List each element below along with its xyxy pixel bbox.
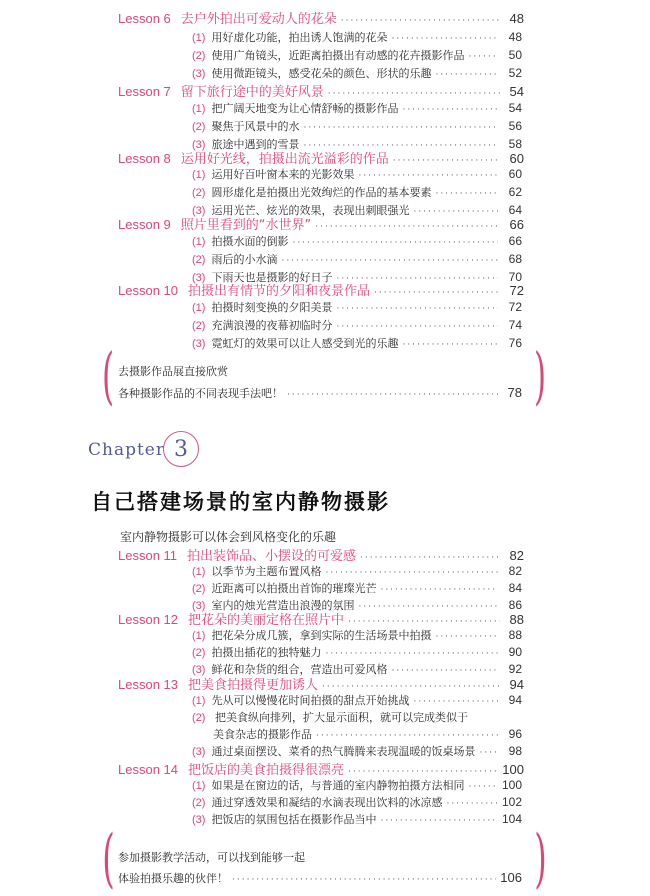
sub-text: 聚焦于风景中的水 (211, 120, 300, 133)
sub-index: (2) (192, 712, 206, 724)
page-number: 100 (502, 762, 524, 777)
sub-item[interactable] (192, 580, 522, 596)
lesson-title: 把美食拍摄得更加诱人 (188, 678, 319, 693)
note-line: 参加摄影教学活动，可以找到能够一起 (118, 851, 305, 864)
page-number: 104 (501, 812, 522, 826)
lesson-row[interactable] (118, 759, 524, 778)
sub-text: 用好虚化功能，拍出诱人饱满的花朵 (211, 31, 388, 44)
note-row[interactable] (118, 870, 522, 886)
dot-leader (380, 816, 498, 826)
sub-text: 拍摄水面的倒影 (211, 235, 289, 248)
lesson-row[interactable] (118, 81, 524, 100)
dot-leader (413, 697, 498, 707)
sub-index: (1) (192, 236, 206, 248)
sub-item-continuation[interactable] (213, 726, 522, 742)
page-number: 70 (508, 270, 522, 284)
lesson-row[interactable] (118, 674, 524, 693)
sub-item[interactable] (192, 777, 522, 793)
page-number: 94 (509, 677, 524, 692)
dot-leader (391, 34, 498, 44)
dot-leader (435, 632, 498, 642)
dot-leader (468, 782, 498, 792)
sub-item[interactable] (192, 709, 468, 725)
sub-index: (1) (192, 302, 206, 314)
dot-leader (348, 767, 498, 777)
sub-index: (3) (192, 338, 206, 350)
chapter-title: 自己搭建场景的室内静物摄影 (91, 490, 390, 514)
page-number: 54 (509, 84, 524, 99)
page-number: 52 (508, 66, 522, 80)
sub-item[interactable] (192, 100, 522, 116)
dot-leader (292, 238, 498, 248)
page-number: 48 (509, 11, 524, 26)
sub-index: (2) (192, 647, 206, 659)
chapter-number-badge (163, 431, 199, 467)
sub-index: (1) (192, 103, 206, 115)
dot-leader (479, 748, 498, 758)
dot-leader (402, 340, 498, 350)
page-number: 88 (508, 628, 522, 642)
sub-item[interactable] (192, 743, 522, 759)
sub-index: (3) (192, 814, 206, 826)
page-number: 98 (508, 744, 522, 758)
sub-index: (3) (192, 664, 206, 676)
note-row[interactable] (118, 385, 522, 401)
lesson-row[interactable] (118, 148, 524, 167)
lesson-row[interactable] (118, 545, 524, 564)
lesson-number: Lesson 11 (118, 548, 178, 563)
sub-item[interactable] (192, 29, 522, 45)
left-parenthesis-ornament: ( (102, 339, 115, 412)
dot-leader (374, 288, 500, 298)
dot-leader (328, 89, 500, 99)
sub-index: (2) (192, 187, 206, 199)
left-parenthesis-ornament: ( (102, 822, 115, 896)
page-number: 50 (508, 48, 522, 62)
page-number: 96 (508, 727, 522, 741)
dot-leader (336, 304, 498, 314)
sub-item[interactable] (192, 335, 522, 351)
page-number: 94 (508, 693, 522, 707)
sub-item[interactable] (192, 563, 522, 579)
dot-leader (325, 568, 498, 578)
sub-item[interactable] (192, 692, 522, 708)
sub-text: 旅途中遇到的雪景 (211, 138, 300, 151)
sub-index: (2) (192, 121, 206, 133)
page-number: 84 (508, 581, 522, 595)
sub-text: 把美食纵向排列，扩大显示面积，就可以完成类似于 (214, 711, 468, 724)
lesson-title: 把饭店的美食拍摄得很漂亮 (188, 763, 345, 778)
sub-text: 近距离可以拍摄出首饰的璀璨光芒 (211, 582, 377, 595)
lesson-number: Lesson 7 (118, 84, 171, 99)
page-number: 60 (509, 151, 524, 166)
dot-leader (232, 875, 496, 885)
sub-index: (2) (192, 797, 206, 809)
dot-leader (316, 731, 498, 741)
page-number: 54 (508, 101, 522, 115)
page-number: 74 (508, 318, 522, 332)
dot-leader (468, 52, 498, 62)
lesson-number: Lesson 10 (118, 283, 178, 298)
page-number: 92 (508, 662, 522, 676)
sub-item[interactable] (192, 166, 522, 182)
lesson-number: Lesson 14 (118, 762, 178, 777)
sub-text: 霓虹灯的效果可以让人感受到光的乐趣 (211, 337, 399, 350)
dot-leader (393, 156, 500, 166)
sub-item[interactable] (192, 251, 522, 267)
dot-leader (360, 553, 500, 563)
sub-index: (1) (192, 169, 206, 181)
sub-index: (2) (192, 320, 206, 332)
page-number: 56 (508, 119, 522, 133)
page-number: 66 (508, 234, 522, 248)
sub-text: 把广阔天地变为让心情舒畅的摄影作品 (211, 102, 399, 115)
sub-index: (3) (192, 205, 206, 217)
page-number: 106 (500, 870, 522, 885)
chapter-number: 3 (174, 436, 188, 462)
sub-text: 把饭店的氛围包括在摄影作品当中 (211, 813, 377, 826)
chapter-intro: 室内静物摄影可以体会到风格变化的乐趣 (120, 530, 337, 544)
lesson-title: 拍出装饰品、小摆设的可爱感 (187, 549, 357, 564)
note-line: 去摄影作品展直接欣赏 (118, 365, 228, 378)
page-number: 60 (508, 167, 522, 181)
dot-leader (380, 585, 498, 595)
sub-index: (3) (192, 272, 206, 284)
sub-text: 鲜花和杂货的组合，营造出可爱风格 (211, 663, 388, 676)
lesson-number: Lesson 13 (118, 677, 178, 692)
lesson-row[interactable] (118, 280, 524, 299)
sub-text: 下雨天也是摄影的好日子 (211, 271, 333, 284)
page-number: 102 (501, 795, 522, 809)
page-number: 100 (501, 778, 522, 792)
sub-index: (2) (192, 50, 206, 62)
sub-text: 充满浪漫的夜幕初临时分 (211, 319, 333, 332)
lesson-row[interactable] (118, 214, 524, 233)
dot-leader (435, 70, 498, 80)
page-number: 64 (508, 203, 522, 217)
page-number: 66 (509, 217, 524, 232)
lesson-row[interactable] (118, 8, 524, 27)
lesson-title: 运用好光线，拍摄出流光溢彩的作品 (180, 152, 389, 167)
sub-text: 通过穿透效果和凝结的水滴表现出饮料的冰凉感 (211, 796, 443, 809)
sub-text: 运用光芒、炫光的效果，表现出刺眼强光 (211, 204, 410, 217)
page-number: 86 (508, 598, 522, 612)
sub-text: 拍摄时刻变换的夕阳美景 (211, 301, 333, 314)
lesson-number: Lesson 8 (118, 151, 171, 166)
dot-leader (348, 617, 500, 627)
dot-leader (322, 682, 500, 692)
lesson-number: Lesson 12 (118, 612, 178, 627)
sub-index: (1) (192, 566, 206, 578)
sub-text: 如果是在窗边的话，与普通的室内静物拍摄方法相同 (211, 779, 465, 792)
sub-index: (3) (192, 746, 206, 758)
right-parenthesis-ornament: ) (534, 339, 547, 412)
sub-index: (2) (192, 583, 206, 595)
sub-index: (1) (192, 32, 206, 44)
sub-item[interactable] (192, 233, 522, 249)
lesson-title: 把花朵的美丽定格在照片中 (188, 613, 345, 628)
sub-text: 拍摄出插花的独特魅力 (211, 646, 322, 659)
sub-item[interactable] (192, 47, 522, 63)
page-number: 48 (508, 30, 522, 44)
sub-index: (1) (192, 780, 206, 792)
page-number: 72 (508, 300, 522, 314)
lesson-number: Lesson 6 (118, 11, 171, 26)
page-number: 58 (508, 137, 522, 151)
lesson-row[interactable] (118, 609, 524, 628)
lesson-title: 拍摄出有情节的夕阳和夜景作品 (188, 284, 371, 299)
page-number: 90 (508, 645, 522, 659)
sub-text: 以季节为主题布置风格 (211, 565, 322, 578)
sub-index: (3) (192, 139, 206, 151)
sub-text: 雨后的小水滴 (211, 253, 278, 266)
sub-text: 运用好百叶窗本来的光影效果 (211, 168, 355, 181)
right-parenthesis-ornament: ) (534, 822, 547, 896)
sub-text: 把花朵分成几簇，拿到实际的生活场景中拍摄 (211, 629, 432, 642)
page-number: 72 (509, 283, 524, 298)
page-number: 88 (509, 612, 524, 627)
lesson-title: 留下旅行途中的美好风景 (180, 85, 324, 100)
lesson-title: 去户外拍出可爱动人的花朵 (180, 12, 337, 27)
page-number: 82 (509, 548, 524, 563)
sub-item[interactable] (192, 118, 522, 134)
lesson-title: 照片里看到的“水世界” (180, 218, 312, 233)
sub-text: 美食杂志的摄影作品 (213, 728, 312, 741)
sub-text: 通过桌面摆设、菜肴的热气腾腾来表现温暖的饭桌场景 (211, 745, 476, 758)
dot-leader (341, 16, 500, 26)
sub-text: 使用广角镜头，近距离拍摄出有动感的花卉摄影作品 (211, 49, 465, 62)
page-number: 82 (508, 564, 522, 578)
page-number: 68 (508, 252, 522, 266)
dot-leader (446, 799, 498, 809)
lesson-number: Lesson 9 (118, 217, 171, 232)
sub-text: 先从可以慢慢花时间拍摄的甜点开始挑战 (211, 694, 410, 707)
dot-leader (281, 256, 498, 266)
chapter-label: Chapter (88, 440, 165, 460)
dot-leader (435, 189, 498, 199)
sub-item[interactable] (192, 65, 522, 81)
dot-leader (402, 105, 498, 115)
dot-leader (358, 171, 498, 181)
page-number: 78 (507, 385, 522, 400)
sub-item[interactable] (192, 794, 522, 810)
sub-item[interactable] (192, 317, 522, 333)
dot-leader (287, 390, 498, 400)
note-line: 各种摄影作品的不同表现手法吧！ (118, 387, 283, 400)
sub-index: (3) (192, 68, 206, 80)
sub-index: (2) (192, 254, 206, 266)
sub-item[interactable] (192, 811, 522, 827)
sub-item[interactable] (192, 644, 522, 660)
sub-text: 使用微距镜头，感受花朵的颜色、形状的乐趣 (211, 67, 432, 80)
sub-item[interactable] (192, 299, 522, 315)
note-line: 体验拍摄乐趣的伙伴！ (118, 872, 228, 885)
sub-index: (1) (192, 695, 206, 707)
page-number: 62 (508, 185, 522, 199)
sub-item[interactable] (192, 184, 522, 200)
sub-text: 圆形虚化是拍摄出光效绚烂的作品的基本要素 (211, 186, 432, 199)
sub-index: (1) (192, 630, 206, 642)
dot-leader (325, 649, 498, 659)
dot-leader (303, 123, 498, 133)
page-number: 76 (508, 336, 522, 350)
dot-leader (315, 222, 500, 232)
sub-item[interactable] (192, 627, 522, 643)
dot-leader (336, 322, 498, 332)
sub-index: (3) (192, 600, 206, 612)
sub-text: 室内的烛光营造出浪漫的氛围 (211, 599, 355, 612)
